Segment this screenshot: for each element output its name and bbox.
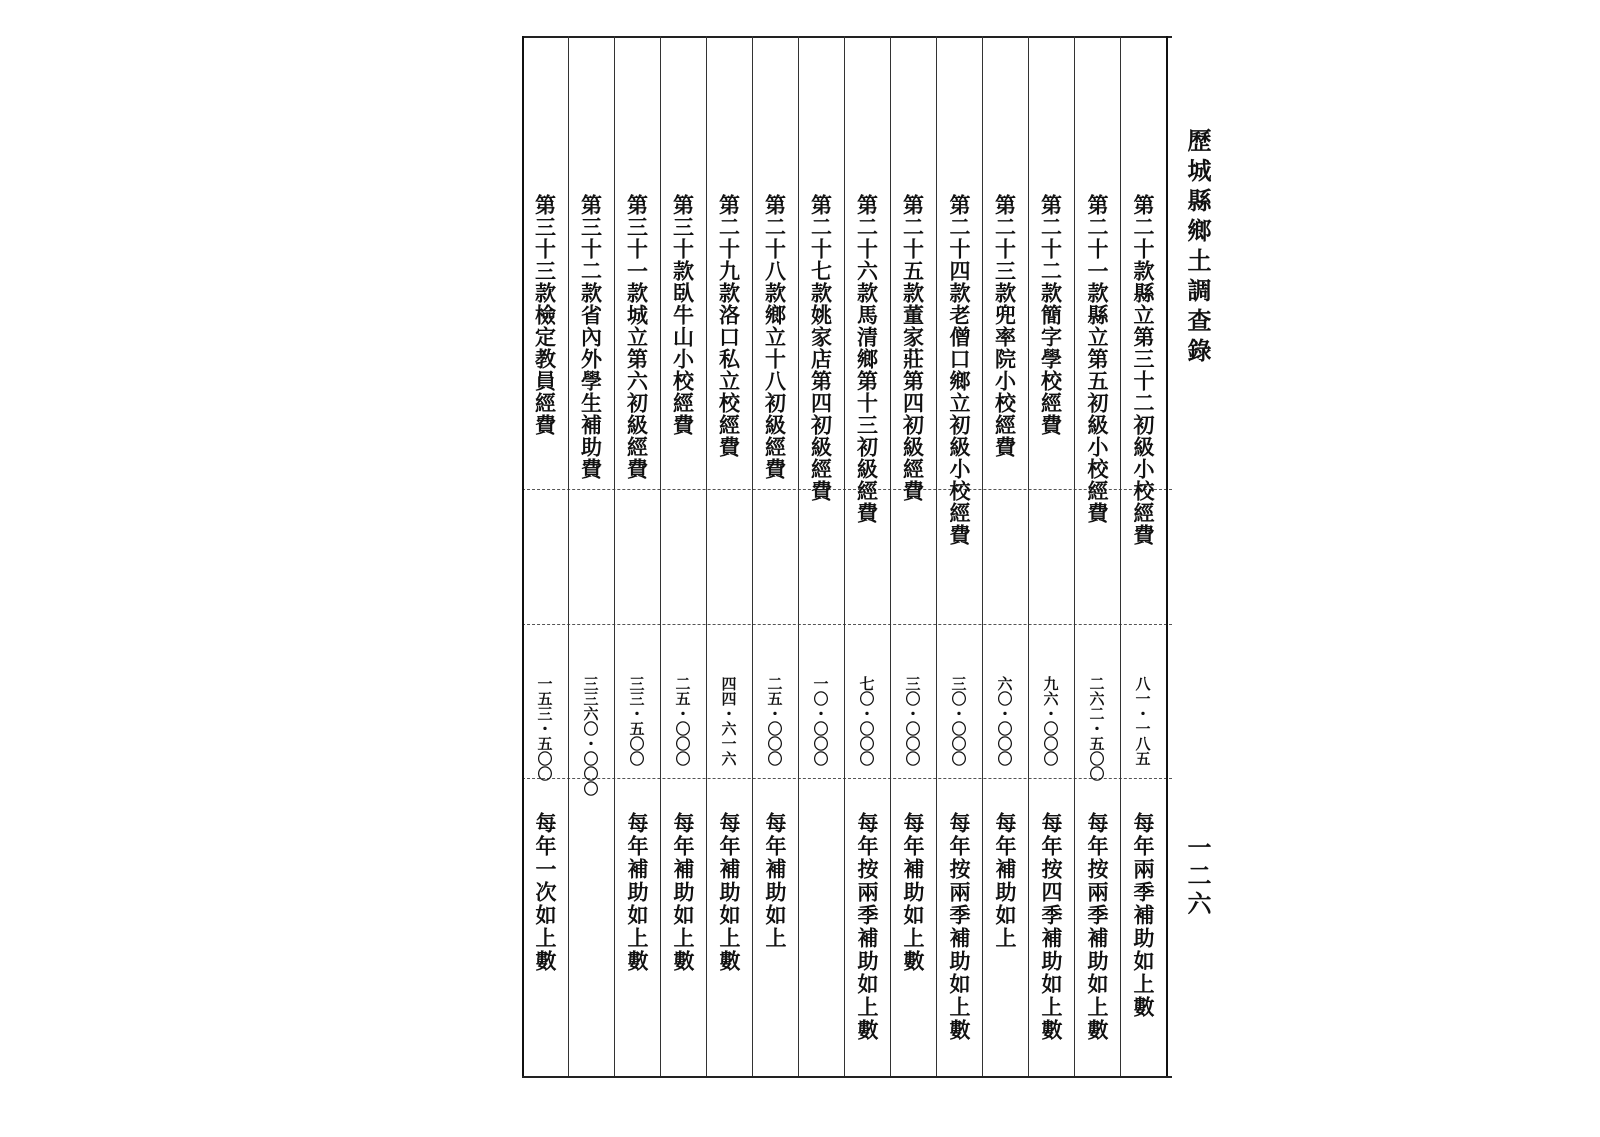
- expense-table: [522, 36, 1172, 1076]
- item-note: 每年補助如上: [993, 812, 1018, 950]
- item-name: 第二十款縣立第三十二初級小校經費: [1131, 194, 1156, 546]
- table-row: [844, 36, 890, 1076]
- item-name: 第二十六款馬清鄉第十三初級經費: [854, 194, 880, 524]
- table-row: [568, 36, 614, 1076]
- item-amount: 三三・五〇〇: [627, 676, 646, 766]
- item-amount: 一〇・〇〇〇: [811, 676, 830, 766]
- table-row: [752, 36, 798, 1076]
- table-row: [1074, 36, 1120, 1076]
- item-amount: 七〇・〇〇〇: [857, 676, 876, 766]
- item-amount: 二六二・五〇〇: [1087, 676, 1106, 781]
- column-rule: [1166, 36, 1168, 1076]
- item-note: 每年補助如上數: [901, 812, 926, 973]
- item-name: 第三十三款檢定教員經費: [532, 194, 558, 436]
- item-note: 每年按兩季補助如上數: [947, 812, 972, 1042]
- item-amount: 二五・〇〇〇: [673, 676, 692, 766]
- table-row: [1028, 36, 1074, 1076]
- item-name: 第二十四款老僧口鄉立初級小校經費: [947, 194, 972, 546]
- item-note: 每年兩季補助如上數: [1131, 812, 1156, 1019]
- item-amount: 四四・六一六: [719, 676, 738, 766]
- item-note: 每年按四季補助如上數: [1039, 812, 1064, 1042]
- item-name: 第三十一款城立第六初級經費: [624, 194, 650, 480]
- table-row: [982, 36, 1028, 1076]
- item-amount: 三三六〇・〇〇〇: [581, 676, 600, 796]
- table-row: [522, 36, 568, 1076]
- item-note: 每年按兩季補助如上數: [855, 812, 880, 1042]
- item-note: 每年補助如上: [763, 812, 788, 950]
- running-title: 歷城縣鄉土調查錄: [1183, 128, 1212, 368]
- item-name: 第二十九款洛口私立校經費: [716, 194, 742, 458]
- item-name: 第二十一款縣立第五初級小校經費: [1085, 194, 1110, 524]
- item-amount: 二五・〇〇〇: [765, 676, 784, 766]
- item-name: 第二十五款董家莊第四初級經費: [900, 194, 926, 502]
- item-amount: 三〇・〇〇〇: [949, 676, 968, 766]
- item-note: 每年一次如上數: [533, 812, 558, 973]
- item-name: 第二十八款鄉立十八初級經費: [762, 194, 788, 480]
- table-row: [798, 36, 844, 1076]
- table-row: [936, 36, 982, 1076]
- table-row: [1120, 36, 1166, 1076]
- item-amount: 六〇・〇〇〇: [995, 676, 1014, 766]
- table-row: [614, 36, 660, 1076]
- item-name: 第三十二款省內外學生補助費: [578, 194, 604, 480]
- table-row: [660, 36, 706, 1076]
- item-note: 每年補助如上數: [625, 812, 650, 973]
- item-note: 每年補助如上數: [717, 812, 742, 973]
- page-number: 一二六: [1183, 835, 1212, 919]
- item-name: 第二十七款姚家店第四初級經費: [808, 194, 834, 502]
- table-row: [706, 36, 752, 1076]
- table-row: [890, 36, 936, 1076]
- item-amount: 八一・一八五: [1133, 676, 1152, 766]
- item-name: 第三十款臥牛山小校經費: [670, 194, 696, 436]
- item-name: 第二十三款兜率院小校經費: [992, 194, 1018, 458]
- item-amount: 一五三・五〇〇: [535, 676, 554, 781]
- item-amount: 三〇・〇〇〇: [903, 676, 922, 766]
- table-bottom-rule: [522, 1076, 1172, 1078]
- item-amount: 九六・〇〇〇: [1041, 676, 1060, 766]
- item-note: 每年按兩季補助如上數: [1085, 812, 1110, 1042]
- item-name: 第二十二款簡字學校經費: [1038, 194, 1064, 436]
- item-note: 每年補助如上數: [671, 812, 696, 973]
